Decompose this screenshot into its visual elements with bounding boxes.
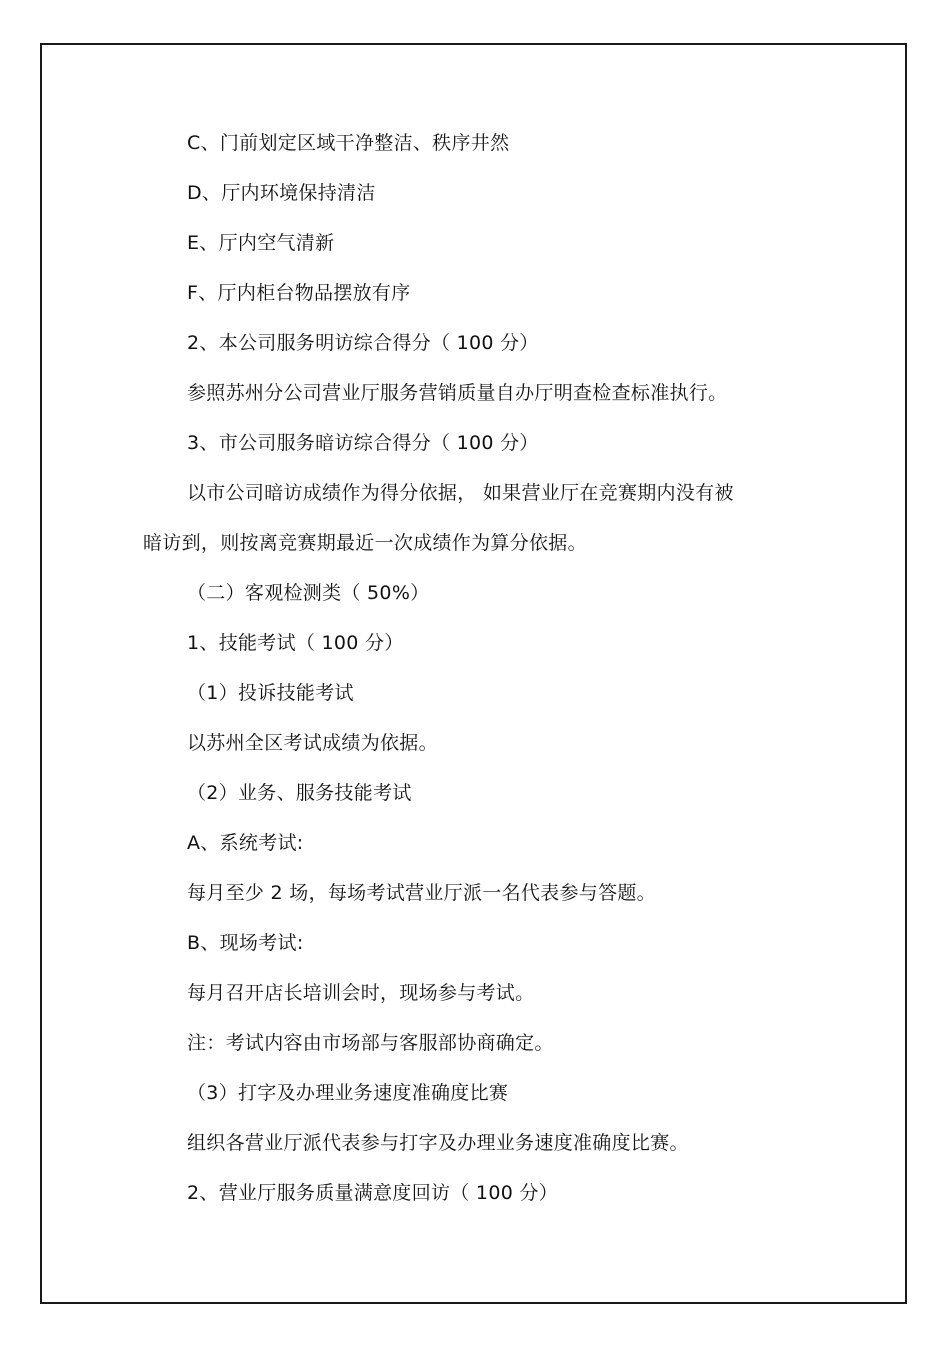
item-b-onsite-exam: B、现场考试: — [187, 932, 304, 954]
section-objective-testing: （二）客观检测类（ 50%） — [187, 582, 430, 604]
heading-skill-exam: 1、技能考试（ 100 分） — [187, 632, 404, 654]
subheading-business-skill-exam: （2）业务、服务技能考试 — [187, 782, 412, 804]
paragraph-secret-inspection-line1: 以市公司暗访成绩作为得分依据， 如果营业厅在竞赛期内没有被 — [187, 482, 734, 504]
paragraph-typing-contest: 组织各营业厅派代表参与打字及办理业务速度准确度比赛。 — [187, 1132, 689, 1154]
subheading-typing-contest: （3）打字及办理业务速度准确度比赛 — [187, 1082, 509, 1104]
item-f-counter-orderly: F、厅内柜台物品摆放有序 — [187, 282, 411, 304]
item-e-air-fresh: E、厅内空气清新 — [187, 232, 335, 254]
paragraph-secret-inspection-line2: 暗访到，则按离竞赛期最近一次成绩作为算分依据。 — [143, 532, 587, 554]
paragraph-onsite-exam: 每月召开店长培训会时，现场参与考试。 — [187, 982, 535, 1004]
heading-satisfaction-callback: 2、营业厅服务质量满意度回访（ 100 分） — [187, 1182, 559, 1204]
page-border — [40, 43, 907, 1304]
paragraph-open-inspection: 参照苏州分公司营业厅服务营销质量自办厅明查检查标准执行。 — [187, 382, 728, 404]
note-exam-content: 注：考试内容由市场部与客服部协商确定。 — [187, 1032, 554, 1054]
item-a-system-exam: A、系统考试: — [187, 832, 304, 854]
heading-secret-inspection-score: 3、市公司服务暗访综合得分（ 100 分） — [187, 432, 539, 454]
item-d-hall-clean: D、厅内环境保持清洁 — [187, 182, 376, 204]
paragraph-complaint-exam: 以苏州全区考试成绩为依据。 — [187, 732, 438, 754]
paragraph-system-exam: 每月至少 2 场，每场考试营业厅派一名代表参与答题。 — [187, 882, 656, 904]
subheading-complaint-skill-exam: （1）投诉技能考试 — [187, 682, 354, 704]
item-c-entrance-clean: C、门前划定区域干净整洁、秩序井然 — [187, 132, 510, 154]
heading-open-inspection-score: 2、本公司服务明访综合得分（ 100 分） — [187, 332, 539, 354]
